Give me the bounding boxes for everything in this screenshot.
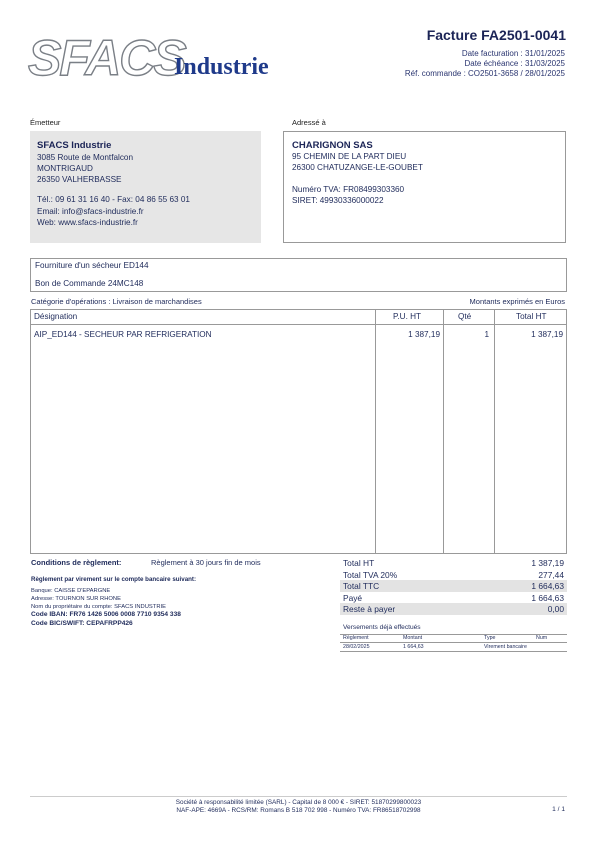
remaining-row bbox=[340, 603, 567, 615]
payments-header-reglement: Règlement bbox=[343, 635, 369, 641]
total-ttc-row bbox=[340, 580, 567, 592]
recipient-label: Adressé à bbox=[292, 118, 326, 127]
emitter-address-line: MONTRIGAUD bbox=[37, 164, 93, 173]
header-quantity: Qté bbox=[458, 312, 472, 321]
payment-date: 28/02/2025 bbox=[343, 643, 370, 650]
object-line: Bon de Commande 24MC148 bbox=[35, 279, 144, 288]
emitter-website[interactable]: Web: www.sfacs-industrie.fr bbox=[37, 218, 138, 227]
table-rule bbox=[340, 642, 567, 643]
table-rule bbox=[340, 634, 567, 635]
invoice-due-date: Date échéance : 31/03/2025 bbox=[464, 59, 565, 68]
invoice-object-box bbox=[30, 258, 567, 292]
account-owner: Nom du propriétaire du compte: SFACS INDUSTRIE bbox=[31, 604, 166, 610]
payment-amount: 1 664,63 bbox=[403, 643, 424, 650]
footer-divider bbox=[30, 796, 567, 797]
item-total-ht: 1 387,19 bbox=[531, 330, 563, 339]
page-number: 1 / 1 bbox=[552, 806, 565, 813]
footer-legal-line: Société à responsabilité limitée (SARL) - Capital de 8 000 € - SIRET: 51870299800023 bbox=[175, 799, 422, 806]
recipient-vat-number: Numéro TVA: FR08499303360 bbox=[292, 185, 405, 194]
total-value: 277,44 bbox=[538, 569, 564, 580]
total-value: 0,00 bbox=[547, 604, 564, 614]
column-divider bbox=[494, 310, 495, 553]
total-value: 1 664,63 bbox=[531, 592, 564, 603]
table-rule bbox=[340, 651, 567, 652]
order-reference: Réf. commande : CO2501-3658 / 28/01/2025 bbox=[404, 69, 565, 78]
item-unit-price: 1 387,19 bbox=[408, 330, 440, 339]
company-logo bbox=[28, 30, 288, 86]
recipient-address-line: 26300 CHATUZANGE-LE-GOUBET bbox=[292, 163, 423, 172]
payment-type: Virement bancaire bbox=[484, 643, 527, 650]
bank-name: Banque: CAISSE D'EPARGNE bbox=[31, 588, 111, 594]
invoice-date: Date facturation : 31/01/2025 bbox=[461, 49, 565, 58]
bank-transfer-heading: Règlement par virement sur le compte bancaire suivant: bbox=[31, 576, 197, 583]
emitter-name: SFACS Industrie bbox=[37, 140, 112, 151]
recipient-box bbox=[283, 131, 566, 243]
emitter-phone: Tél.: 09 61 31 16 40 - Fax: 04 86 55 63 01 bbox=[37, 195, 190, 204]
header-designation: Désignation bbox=[34, 312, 78, 321]
recipient-siret: SIRET: 49930336000022 bbox=[292, 196, 384, 205]
items-table-header bbox=[31, 310, 566, 325]
currency-note: Montants exprimés en Euros bbox=[469, 297, 565, 306]
iban-code: Code IBAN: FR76 1426 5006 0008 7710 9354 338 bbox=[31, 611, 181, 618]
emitter-address-line: 3085 Route de Montfalcon bbox=[37, 153, 134, 162]
bank-address: Adresse: TOURNON SUR RHONE bbox=[31, 596, 121, 602]
total-label: Payé bbox=[343, 592, 363, 603]
total-label: Total TTC bbox=[343, 581, 380, 591]
operation-category: Catégorie d'opérations : Livraison de marchandises bbox=[31, 297, 202, 306]
paid-row bbox=[340, 592, 567, 604]
payments-header-num: Num bbox=[536, 635, 548, 641]
total-tva-row bbox=[340, 569, 567, 581]
footer-legal-line: NAF-APE: 4669A - RCS/RM: Romans B 518 702 998 - Numéro TVA: FR86518702998 bbox=[176, 807, 421, 814]
items-table bbox=[30, 309, 567, 554]
bic-code: Code BIC/SWIFT: CEPAFRPP426 bbox=[31, 620, 133, 627]
payments-header-montant: Montant bbox=[403, 635, 423, 641]
total-value: 1 664,63 bbox=[531, 581, 564, 591]
emitter-address-line: 26350 VALHERBASSE bbox=[37, 175, 122, 184]
total-label: Total HT bbox=[343, 558, 375, 568]
item-quantity: 1 bbox=[484, 330, 489, 339]
object-line: Fourniture d'un sécheur ED144 bbox=[35, 261, 149, 270]
payment-conditions-label: Conditions de règlement: bbox=[31, 558, 122, 567]
header-unit-price: P.U. HT bbox=[393, 312, 422, 321]
recipient-address-line: 95 CHEMIN DE LA PART DIEU bbox=[292, 152, 407, 161]
total-label: Total TVA 20% bbox=[343, 569, 398, 580]
payments-made-table bbox=[340, 634, 567, 652]
total-value: 1 387,19 bbox=[531, 558, 564, 568]
header-total-ht: Total HT bbox=[516, 312, 547, 321]
emitter-box bbox=[30, 131, 261, 243]
total-ht-row bbox=[340, 557, 567, 569]
column-divider bbox=[443, 310, 444, 553]
payments-made-title: Versements déjà effectués bbox=[343, 624, 421, 631]
column-divider bbox=[375, 310, 376, 553]
invoice-title: Facture FA2501-0041 bbox=[426, 27, 566, 43]
logo-industrie-text: Industrie bbox=[174, 54, 269, 80]
emitter-email[interactable]: Email: info@sfacs-industrie.fr bbox=[37, 207, 144, 216]
emitter-label: Émetteur bbox=[30, 118, 61, 127]
total-label: Reste à payer bbox=[343, 604, 396, 614]
payment-conditions-value: Règlement à 30 jours fin de mois bbox=[151, 558, 261, 567]
logo-sfacs-text: SFACS bbox=[28, 30, 185, 86]
payments-header-type: Type bbox=[484, 635, 496, 641]
item-designation: AIP_ED144 - SECHEUR PAR REFRIGERATION bbox=[34, 330, 212, 339]
recipient-name: CHARIGNON SAS bbox=[292, 140, 373, 151]
